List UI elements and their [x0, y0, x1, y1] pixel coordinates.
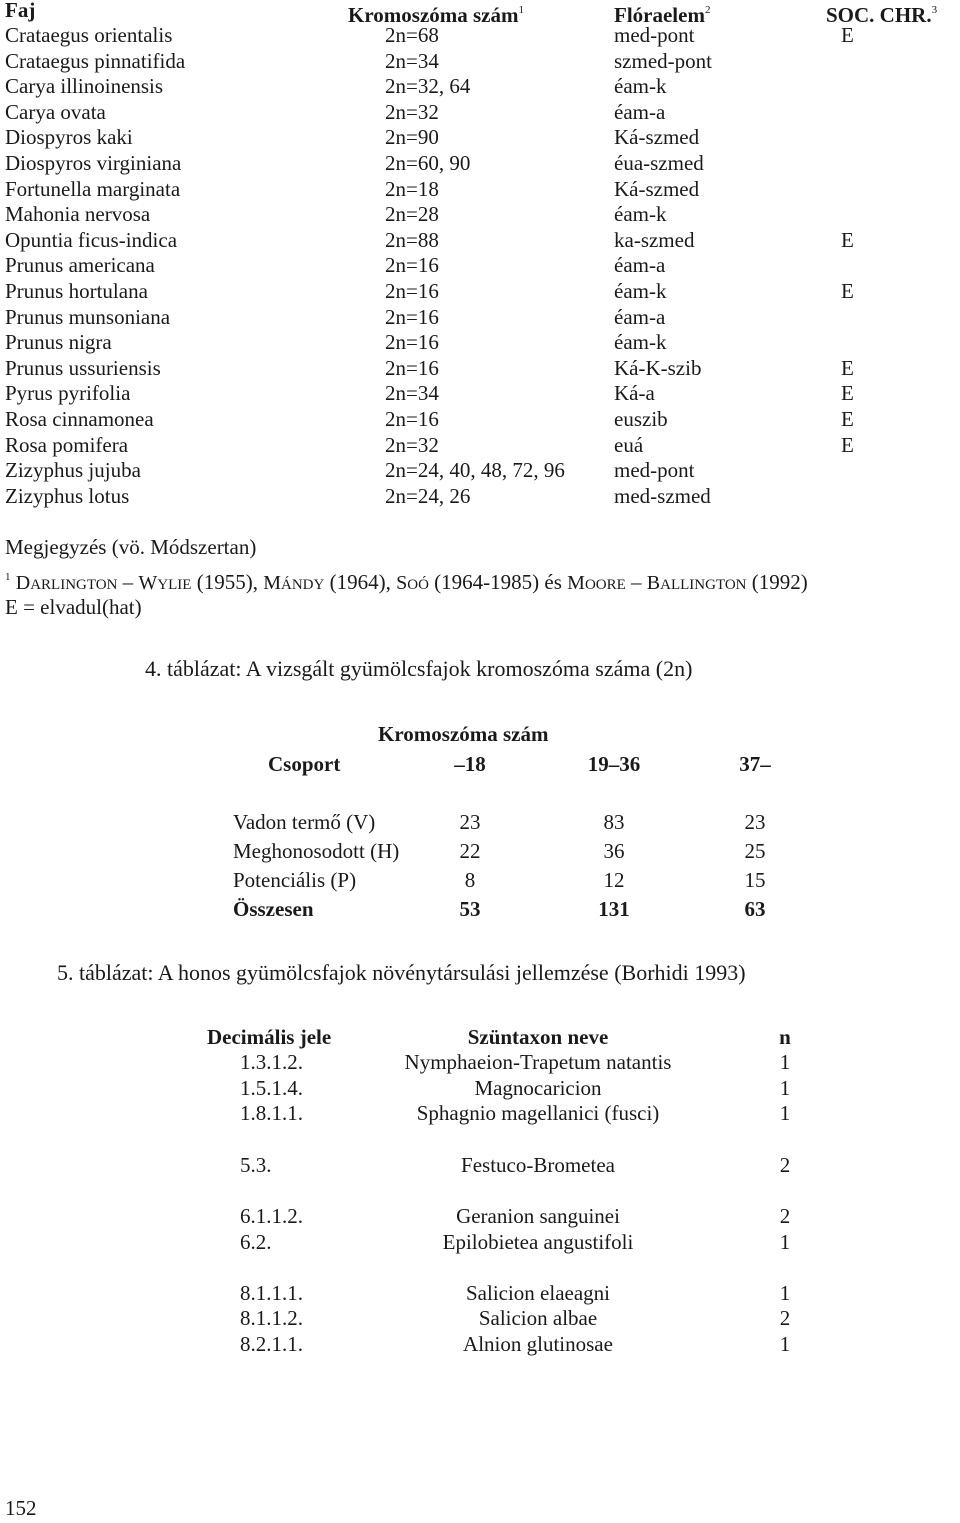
author-name-smallcaps: ÁNDY — [281, 577, 325, 593]
flora-element: éam-k — [614, 330, 667, 355]
table5-count: 1 — [779, 1281, 791, 1305]
chromosome-count: 2n=24, 26 — [385, 483, 471, 508]
author-initial: M — [567, 572, 585, 594]
author-initial: W — [138, 572, 158, 594]
table-row — [0, 356, 960, 382]
table4-cell: 36 — [603, 839, 625, 863]
author-name-smallcaps: YLIE — [157, 577, 192, 593]
author-initial: M — [263, 572, 282, 594]
table3-header-floraelem-text: Flóraelem — [614, 3, 705, 27]
table-row — [0, 253, 960, 279]
species-name: Rosa cinnamonea — [5, 407, 154, 431]
table-row — [0, 381, 960, 407]
table-row — [0, 177, 960, 203]
author-initial: D — [15, 572, 31, 594]
table5-decimal-code: 5.3. — [240, 1153, 272, 1177]
table4-caption: 4. táblázat: A vizsgált gyümölcsfajok kromoszóma száma (2n) — [145, 656, 693, 681]
flora-element: Ká-a — [614, 381, 655, 406]
chromosome-count: 2n=34 — [385, 381, 439, 406]
footnote-marker-2: 2 — [704, 4, 711, 16]
flora-element: ka-szmed — [614, 227, 695, 252]
chromosome-count: 2n=32, 64 — [385, 74, 471, 99]
chromosome-count: 2n=88 — [385, 227, 439, 252]
author-name-smallcaps: ARLINGTON — [30, 577, 118, 593]
table4-cell: 23 — [459, 810, 481, 834]
table5-syntaxon-name: Sphagnio magellanici (fusci) — [416, 1101, 660, 1125]
table-row — [0, 305, 960, 331]
table4-cell: 25 — [744, 839, 766, 863]
table4-cell: 131 — [598, 897, 630, 921]
table-row — [0, 228, 960, 254]
table5-count: 1 — [779, 1076, 791, 1100]
author-name-smallcaps: ALLINGTON — [660, 577, 747, 593]
table5-decimal-code: 6.1.1.2. — [240, 1204, 303, 1228]
soc-chr-mark: E — [841, 407, 854, 431]
species-name: Pyrus pyrifolia — [5, 381, 131, 406]
species-name: Carya illinoinensis — [5, 74, 164, 99]
table4-cell: 83 — [603, 810, 625, 834]
chromosome-count: 2n=24, 40, 48, 72, 96 — [385, 458, 565, 483]
flora-element: Ká-szmed — [614, 176, 700, 201]
chromosome-count: 2n=68 — [385, 23, 439, 47]
species-name: Prunus munsoniana — [5, 304, 171, 329]
table5-count: 1 — [779, 1230, 791, 1254]
reference-text: (1964-1985) és — [428, 570, 568, 594]
reference-list — [16, 570, 808, 594]
table5-decimal-code: 8.1.1.2. — [240, 1306, 303, 1330]
table5-decimal-code: 1.3.1.2. — [240, 1050, 303, 1074]
author-name-smallcaps: OORE — [584, 577, 626, 593]
table4-row-header: Csoport — [268, 752, 341, 776]
table-row — [0, 74, 960, 100]
table5-count: 2 — [779, 1153, 791, 1177]
chromosome-count: 2n=60, 90 — [385, 151, 471, 175]
table3-header-kromoszoma-text: Kromoszóma szám — [348, 3, 519, 27]
reference-text: (1992) — [746, 570, 808, 594]
table5-decimal-code: 1.8.1.1. — [240, 1101, 303, 1125]
soc-chr-mark: E — [841, 355, 854, 380]
table5-count: 1 — [779, 1101, 791, 1125]
species-name: Fortunella marginata — [5, 176, 181, 201]
table4-row-label: Összesen — [233, 897, 314, 921]
flora-element: med-pont — [614, 458, 695, 483]
table-row — [0, 125, 960, 151]
reference-text: (1964), — [324, 570, 397, 594]
species-name: Opuntia ficus-indica — [5, 227, 178, 252]
table5-header-decimalis: Decimális jele — [207, 1025, 332, 1049]
table5-syntaxon-name: Alnion glutinosae — [463, 1332, 613, 1356]
table-row — [0, 100, 960, 126]
chromosome-count: 2n=18 — [385, 176, 439, 201]
species-name: Zizyphus jujuba — [5, 458, 141, 483]
table-row — [0, 49, 960, 75]
chromosome-count: 2n=16 — [385, 407, 439, 431]
species-name: Rosa pomifera — [5, 432, 129, 457]
species-name: Prunus hortulana — [5, 279, 148, 303]
species-name: Diospyros virginiana — [5, 151, 182, 175]
footnote-marker-1: 1 — [518, 4, 524, 16]
species-name: Crataegus orientalis — [5, 23, 173, 47]
table4-cell: 63 — [744, 897, 766, 921]
note-megjegyzes: Megjegyzés (vö. Módszertan) — [5, 535, 257, 559]
flora-element: éam-a — [614, 99, 666, 124]
table5-decimal-code: 1.5.1.4. — [240, 1076, 303, 1100]
table-row — [0, 23, 960, 49]
table5-count: 2 — [779, 1204, 791, 1228]
author-name-smallcaps: OÓ — [407, 577, 429, 593]
table4-cell: 22 — [459, 839, 481, 863]
chromosome-count: 2n=16 — [385, 355, 439, 380]
flora-element: éam-k — [614, 74, 667, 99]
species-name: Prunus ussuriensis — [5, 355, 161, 380]
table5-syntaxon-name: Salicion albae — [478, 1306, 598, 1330]
table5-count: 1 — [779, 1332, 791, 1356]
author-initial: B — [646, 572, 661, 594]
chromosome-count: 2n=32 — [385, 432, 439, 457]
soc-chr-mark: E — [841, 279, 854, 303]
species-name: Diospyros kaki — [5, 125, 133, 150]
flora-element: euszib — [614, 407, 668, 431]
table3-header-faj: Faj — [5, 0, 36, 22]
table-row — [0, 433, 960, 459]
soc-chr-mark: E — [841, 432, 854, 457]
table5-syntaxon-name: Salicion elaeagni — [465, 1281, 611, 1305]
table4-cell: 53 — [459, 897, 481, 921]
soc-chr-mark: E — [841, 23, 854, 47]
species-name: Zizyphus lotus — [5, 483, 130, 508]
table4-col-header-1: –18 — [454, 752, 486, 776]
table4-row-label: Vadon termő (V) — [233, 810, 376, 834]
flora-element: éam-a — [614, 304, 666, 329]
table5-count: 2 — [779, 1306, 791, 1330]
table5-caption: 5. táblázat: A honos gyümölcsfajok növénytársulási jellemzése (Borhidi 1993) — [57, 960, 746, 985]
page-number: 152 — [5, 1496, 37, 1520]
table-row — [0, 458, 960, 484]
table5-syntaxon-name: Geranion sanguinei — [456, 1204, 620, 1228]
chromosome-count: 2n=16 — [385, 279, 439, 303]
species-name: Carya ovata — [5, 99, 106, 124]
chromosome-count: 2n=90 — [385, 125, 439, 150]
table5-decimal-code: 8.1.1.1. — [240, 1281, 303, 1305]
flora-element: éua-szmed — [614, 151, 704, 175]
chromosome-count: 2n=28 — [385, 202, 439, 227]
table5-syntaxon-name: Festuco-Brometea — [461, 1153, 615, 1177]
table-row — [0, 202, 960, 228]
species-name: Crataegus pinnatifida — [5, 48, 186, 73]
flora-element: med-pont — [614, 23, 695, 47]
table-row — [0, 151, 960, 177]
species-name: Prunus americana — [5, 253, 155, 278]
table4-cell: 15 — [744, 868, 766, 892]
note-elvadul: E = elvadul(hat) — [5, 595, 142, 619]
ref-footnote-marker: 1 — [5, 571, 11, 583]
table5-header-n: n — [779, 1025, 791, 1049]
soc-chr-mark: E — [841, 227, 854, 252]
chromosome-count: 2n=16 — [385, 304, 439, 329]
note-references — [5, 565, 808, 598]
chromosome-count: 2n=16 — [385, 330, 439, 355]
species-name: Mahonia nervosa — [5, 202, 151, 227]
reference-text: – — [117, 570, 139, 594]
soc-chr-mark: E — [841, 381, 854, 406]
table5-syntaxon-name: Magnocaricion — [474, 1076, 602, 1100]
flora-element: euá — [614, 432, 644, 457]
footnote-marker-3: 3 — [931, 4, 938, 16]
chromosome-count: 2n=32 — [385, 99, 439, 124]
table4-row-label: Meghonosodott (H) — [233, 839, 400, 863]
table4-row-label: Potenciális (P) — [233, 868, 357, 892]
table4-cell: 8 — [464, 868, 476, 892]
flora-element: éam-k — [614, 202, 667, 227]
table4-cell: 23 — [744, 810, 766, 834]
table3-header-soc-text: SOC. CHR. — [826, 3, 932, 27]
table5-header-szuntaxon: Szüntaxon neve — [467, 1025, 609, 1049]
author-initial: S — [396, 572, 408, 594]
species-name: Prunus nigra — [5, 330, 112, 355]
table-row — [0, 407, 960, 433]
table4-col-header-3: 37– — [739, 752, 771, 776]
table4-group-header: Kromoszóma szám — [378, 722, 549, 746]
table-row — [0, 279, 960, 305]
flora-element: szmed-pont — [614, 48, 712, 73]
reference-text: – — [625, 570, 647, 594]
flora-element: éam-a — [614, 253, 666, 278]
table5-syntaxon-name: Epilobietea angustifoli — [442, 1230, 634, 1254]
reference-text: (1955), — [191, 570, 264, 594]
table4-col-header-2: 19–36 — [587, 752, 641, 776]
table-row — [0, 330, 960, 356]
table5-decimal-code: 6.2. — [240, 1230, 272, 1254]
table5-syntaxon-name: Nymphaeion-Trapetum natantis — [404, 1050, 672, 1074]
flora-element: med-szmed — [614, 483, 711, 508]
table5-count: 1 — [779, 1050, 791, 1074]
table-row — [0, 484, 960, 510]
flora-element: Ká-K-szib — [614, 355, 702, 380]
chromosome-count: 2n=34 — [385, 48, 439, 73]
flora-element: Ká-szmed — [614, 125, 700, 150]
flora-element: éam-k — [614, 279, 667, 303]
table5-decimal-code: 8.2.1.1. — [240, 1332, 303, 1356]
chromosome-count: 2n=16 — [385, 253, 439, 278]
table4-cell: 12 — [603, 868, 625, 892]
